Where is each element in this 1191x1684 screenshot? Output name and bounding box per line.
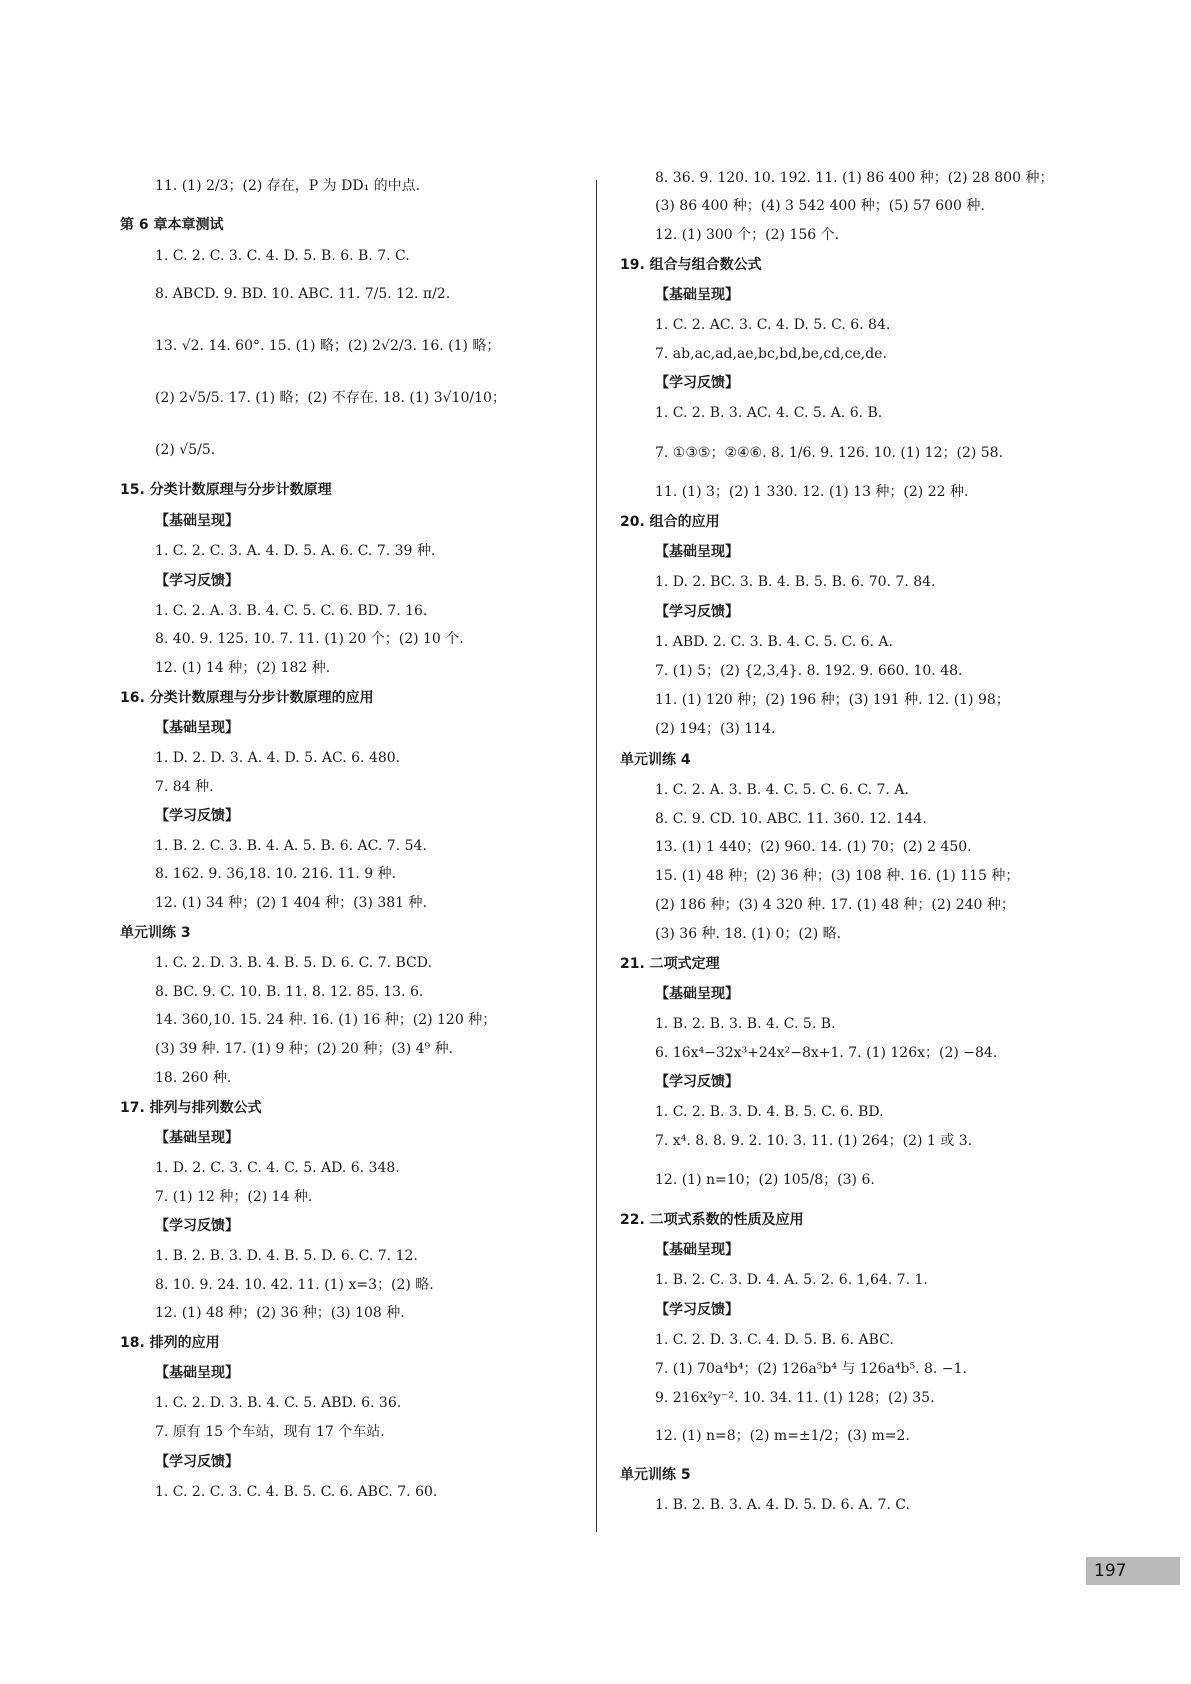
page-number: 197: [1086, 1557, 1180, 1585]
column-divider: [596, 180, 597, 1532]
answer-line: 9. 216x²y⁻². 10. 34. 11. (1) 128；(2) 35.: [655, 1390, 935, 1406]
section-heading: 单元训练 3: [120, 925, 191, 941]
answer-line: 11. (1) 3；(2) 1 330. 12. (1) 13 种；(2) 22 种.: [655, 484, 969, 500]
answer-line: 13. (1) 1 440；(2) 960. 14. (1) 70；(2) 2 450.: [655, 839, 972, 855]
section-heading: 22. 二项式系数的性质及应用: [620, 1212, 804, 1228]
answer-line: 1. C. 2. A. 3. B. 4. C. 5. C. 6. BD. 7. 16.: [155, 603, 428, 619]
subsection-heading: 【基础呈现】: [155, 720, 239, 736]
answer-line: 1. C. 2. C. 3. C. 4. B. 5. C. 6. ABC. 7. 60.: [155, 1484, 438, 1500]
subsection-heading: 【学习反馈】: [155, 573, 239, 589]
answer-line: 1. C. 2. D. 3. C. 4. D. 5. B. 6. ABC.: [655, 1332, 894, 1348]
section-heading: 21. 二项式定理: [620, 956, 720, 972]
answer-line: 7. x⁴. 8. 8. 9. 2. 10. 3. 11. (1) 264；(2) 1 或 3.: [655, 1133, 973, 1149]
answer-line: 8. C. 9. CD. 10. ABC. 11. 360. 12. 144.: [655, 811, 927, 827]
answer-line: 1. D. 2. C. 3. C. 4. C. 5. AD. 6. 348.: [155, 1160, 400, 1176]
subsection-heading: 【基础呈现】: [655, 287, 739, 303]
answer-line: 12. (1) n=8；(2) m=±1/2；(3) m=2.: [655, 1428, 910, 1444]
answer-line: 8. ABCD. 9. BD. 10. ABC. 11. 7/5. 12. π/2.: [155, 286, 451, 302]
answer-line: 1. C. 2. AC. 3. C. 4. D. 5. C. 6. 84.: [655, 317, 891, 333]
section-heading: 单元训练 5: [620, 1467, 691, 1483]
answer-line: 8. 36. 9. 120. 10. 192. 11. (1) 86 400 种；(2) 28 800 种；: [655, 170, 1054, 186]
answer-line: 7. ab,ac,ad,ae,bc,bd,be,cd,ce,de.: [655, 346, 887, 362]
answer-line: 8. 40. 9. 125. 10. 7. 11. (1) 20 个；(2) 10 个.: [155, 631, 464, 647]
subsection-heading: 【基础呈现】: [655, 1242, 739, 1258]
answer-line: 8. 162. 9. 36,18. 10. 216. 11. 9 种.: [155, 866, 397, 882]
answer-line: 18. 260 种.: [155, 1070, 232, 1086]
answer-line: 1. C. 2. C. 3. A. 4. D. 5. A. 6. C. 7. 39 种.: [155, 543, 436, 559]
answer-line: 1. C. 2. B. 3. AC. 4. C. 5. A. 6. B.: [655, 405, 883, 421]
answer-line: 1. C. 2. B. 3. D. 4. B. 5. C. 6. BD.: [655, 1104, 884, 1120]
answer-line: 1. C. 2. D. 3. B. 4. C. 5. ABD. 6. 36.: [155, 1395, 402, 1411]
answer-line: 12. (1) 14 种；(2) 182 种.: [155, 660, 331, 676]
answer-line: 7. (1) 12 种；(2) 14 种.: [155, 1189, 313, 1205]
subsection-heading: 【学习反馈】: [655, 1074, 739, 1090]
subsection-heading: 【学习反馈】: [155, 808, 239, 824]
section-heading: 20. 组合的应用: [620, 514, 720, 530]
subsection-heading: 【学习反馈】: [155, 1218, 239, 1234]
answer-line: 11. (1) 120 种；(2) 196 种；(3) 191 种. 12. (1) 98；: [655, 692, 1010, 708]
answer-line: 1. D. 2. BC. 3. B. 4. B. 5. B. 6. 70. 7. 84.: [655, 574, 936, 590]
answer-line: 7. (1) 5；(2) {2,3,4}. 8. 192. 9. 660. 10. 48.: [655, 663, 963, 679]
subsection-heading: 【基础呈现】: [155, 1365, 239, 1381]
answer-line: 15. (1) 48 种；(2) 36 种；(3) 108 种. 16. (1) 115 种；: [655, 868, 1020, 884]
answer-line: 1. B. 2. C. 3. D. 4. A. 5. 2. 6. 1,64. 7. 1.: [655, 1272, 928, 1288]
answer-line: (2) 186 种；(3) 4 320 种. 17. (1) 48 种；(2) 240 种；: [655, 897, 1015, 913]
answer-line: 12. (1) 48 种；(2) 36 种；(3) 108 种.: [155, 1305, 405, 1321]
answer-line: (2) 2√5/5. 17. (1) 略；(2) 不存在. 18. (1) 3√10/10；: [155, 390, 506, 406]
subsection-heading: 【学习反馈】: [655, 604, 739, 620]
subsection-heading: 【学习反馈】: [155, 1454, 239, 1470]
answer-line: 6. 16x⁴−32x³+24x²−8x+1. 7. (1) 126x；(2) −84.: [655, 1045, 998, 1061]
section-heading: 16. 分类计数原理与分步计数原理的应用: [120, 690, 374, 706]
answer-line: (3) 36 种. 18. (1) 0；(2) 略.: [655, 926, 842, 942]
section-heading: 第 6 章本章测试: [120, 217, 224, 233]
subsection-heading: 【基础呈现】: [155, 513, 239, 529]
subsection-heading: 【基础呈现】: [655, 544, 739, 560]
answer-line: 12. (1) n=10；(2) 105/8；(3) 6.: [655, 1172, 875, 1188]
answer-line: 1. C. 2. A. 3. B. 4. C. 5. C. 6. C. 7. A.: [655, 782, 909, 798]
subsection-heading: 【学习反馈】: [655, 1302, 739, 1318]
section-heading: 17. 排列与排列数公式: [120, 1100, 262, 1116]
answer-line: (2) √5/5.: [155, 442, 216, 458]
answer-line: 7. (1) 70a⁴b⁴；(2) 126a⁵b⁴ 与 126a⁴b⁵. 8. −1.: [655, 1361, 967, 1377]
answer-line: 1. B. 2. B. 3. A. 4. D. 5. D. 6. A. 7. C.: [655, 1497, 910, 1513]
section-heading: 18. 排列的应用: [120, 1335, 220, 1351]
answer-line: 8. BC. 9. C. 10. B. 11. 8. 12. 85. 13. 6.: [155, 984, 424, 1000]
answer-line: 12. (1) 300 个；(2) 156 个.: [655, 227, 840, 243]
answer-line: 1. ABD. 2. C. 3. B. 4. C. 5. C. 6. A.: [655, 634, 893, 650]
answer-line: 7. ①③⑤；②④⑥. 8. 1/6. 9. 126. 10. (1) 12；(2) 58.: [655, 445, 1004, 461]
section-heading: 单元训练 4: [620, 752, 691, 768]
answer-line: 11. (1) 2/3；(2) 存在，P 为 DD₁ 的中点.: [155, 178, 421, 194]
answer-line: 7. 84 种.: [155, 779, 214, 795]
answer-line: 12. (1) 34 种；(2) 1 404 种；(3) 381 种.: [155, 895, 427, 911]
subsection-heading: 【基础呈现】: [655, 986, 739, 1002]
answer-line: 8. 10. 9. 24. 10. 42. 11. (1) x=3；(2) 略.: [155, 1277, 434, 1293]
answer-line: 1. B. 2. B. 3. D. 4. B. 5. D. 6. C. 7. 12.: [155, 1248, 418, 1264]
subsection-heading: 【学习反馈】: [655, 375, 739, 391]
answer-line: 1. C. 2. C. 3. C. 4. D. 5. B. 6. B. 7. C.: [155, 248, 410, 264]
answer-line: (2) 194；(3) 114.: [655, 721, 776, 737]
answer-line: 1. B. 2. B. 3. B. 4. C. 5. B.: [655, 1016, 836, 1032]
section-heading: 15. 分类计数原理与分步计数原理: [120, 482, 332, 498]
answer-line: (3) 39 种. 17. (1) 9 种；(2) 20 种；(3) 4⁹ 种.: [155, 1041, 454, 1057]
answer-line: 7. 原有 15 个车站，现有 17 个车站.: [155, 1424, 385, 1440]
answer-line: (3) 86 400 种；(4) 3 542 400 种；(5) 57 600 种.: [655, 198, 985, 214]
answer-line: 13. √2. 14. 60°. 15. (1) 略；(2) 2√2/3. 16. (1) 略；: [155, 338, 501, 354]
answer-line: 14. 360,10. 15. 24 种. 16. (1) 16 种；(2) 120 种；: [155, 1012, 497, 1028]
answer-line: 1. B. 2. C. 3. B. 4. A. 5. B. 6. AC. 7. 54.: [155, 838, 427, 854]
answer-line: 1. C. 2. D. 3. B. 4. B. 5. D. 6. C. 7. BCD.: [155, 955, 432, 971]
subsection-heading: 【基础呈现】: [155, 1130, 239, 1146]
section-heading: 19. 组合与组合数公式: [620, 257, 762, 273]
answer-line: 1. D. 2. D. 3. A. 4. D. 5. AC. 6. 480.: [155, 750, 401, 766]
